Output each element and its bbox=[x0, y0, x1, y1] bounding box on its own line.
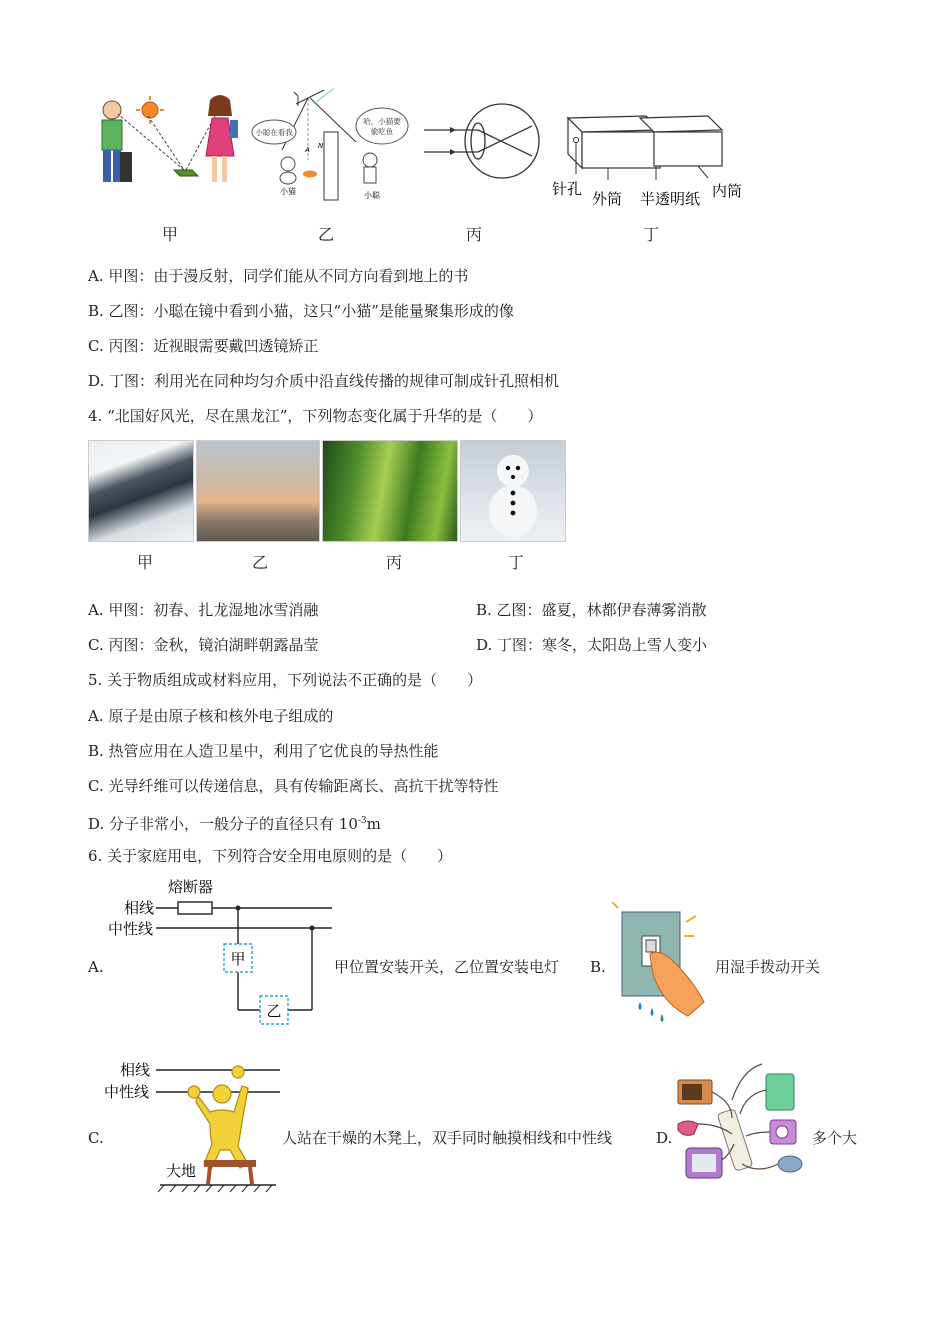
photo-jia-ice-melting bbox=[88, 440, 194, 542]
q4-stem: 4. “北国好风光，尽在黑龙江”，下列物态变化属于升华的是（ ） bbox=[88, 407, 543, 425]
yi-cat-label: 小猫 bbox=[280, 187, 296, 196]
q3-option-c: C. 丙图：近视眼需要戴凹透镜矫正 bbox=[88, 337, 319, 355]
q4-caption-jia: 甲 bbox=[137, 553, 154, 572]
person-neutral-label: 中性线 bbox=[104, 1083, 150, 1101]
q5-option-a: A. 原子是由原子核和核外电子组成的 bbox=[88, 707, 334, 725]
q6-option-d-label: D. bbox=[656, 1129, 673, 1147]
figure-ding-pinhole-camera bbox=[548, 108, 753, 216]
yi-point-a: A bbox=[305, 146, 310, 154]
caption-yi: 乙 bbox=[318, 225, 335, 244]
q5-option-d bbox=[88, 811, 381, 834]
q6-option-c-text: 人站在干燥的木凳上，双手同时触摸相线和中性线 bbox=[282, 1129, 613, 1147]
circuit-live-label: 相线 bbox=[124, 899, 155, 917]
yi-right-bubble: 哈，小猫要偷吃鱼 bbox=[363, 117, 401, 136]
caption-ding: 丁 bbox=[643, 225, 660, 244]
q6-wet-hand-switch-image bbox=[612, 902, 714, 1026]
q6-circuit-diagram bbox=[100, 876, 336, 1026]
q6-stem: 6. 关于家庭用电，下列符合安全用电原则的是（ ） bbox=[88, 847, 453, 865]
yi-left-bubble: 小聪在看我 bbox=[255, 128, 293, 137]
figure-bing-eye bbox=[420, 100, 545, 182]
photo-bing-dew bbox=[322, 440, 458, 542]
ding-inner-label: 内筒 bbox=[712, 182, 743, 200]
q5-stem: 5. 关于物质组成或材料应用，下列说法不正确的是（ ） bbox=[88, 671, 483, 689]
q6-option-b-label: B. bbox=[590, 958, 606, 976]
q5-option-d-unit: m bbox=[366, 815, 381, 833]
figure-jia-diffuse-reflection bbox=[88, 92, 248, 192]
q4-option-a: A. 甲图：初春、扎龙湿地冰雪消融 bbox=[88, 601, 319, 619]
q4-caption-bing: 丙 bbox=[386, 553, 403, 572]
ding-pinhole-label: 针孔 bbox=[552, 180, 583, 198]
caption-jia: 甲 bbox=[162, 225, 179, 244]
ding-outer-label: 外筒 bbox=[592, 190, 623, 208]
q3-option-b: B. 乙图：小聪在镜中看到小猫，这只“小猫”是能量聚集形成的像 bbox=[88, 302, 514, 320]
circuit-yi-label: 乙 bbox=[266, 1002, 282, 1020]
q5-option-b: B. 热管应用在人造卫星中，利用了它优良的导热性能 bbox=[88, 742, 439, 760]
photo-ding-snowman bbox=[460, 440, 566, 542]
circuit-fuse-label: 熔断器 bbox=[168, 878, 214, 896]
q3-option-a: A. 甲图：由于漫反射，同学们能从不同方向看到地上的书 bbox=[88, 267, 469, 285]
q3-option-d: D. 丁图：利用光在同种均匀介质中沿直线传播的规律可制成针孔照相机 bbox=[88, 372, 560, 390]
q4-option-d: D. 丁图：寒冬，太阳岛上雪人变小 bbox=[476, 636, 708, 654]
snowman-icon bbox=[461, 441, 565, 541]
q6-option-d-text: 多个大 bbox=[812, 1129, 858, 1147]
yi-boy-label: 小聪 bbox=[364, 191, 380, 200]
circuit-jia-label: 甲 bbox=[230, 950, 246, 968]
circuit-neutral-label: 中性线 bbox=[108, 920, 154, 938]
q6-overloaded-power-strip-image bbox=[672, 1060, 810, 1194]
figure-yi-plane-mirror bbox=[248, 82, 418, 204]
photo-yi-mist bbox=[196, 440, 320, 542]
ding-paper-label: 半透明纸 bbox=[640, 190, 701, 208]
q4-caption-yi: 乙 bbox=[252, 553, 269, 572]
q5-option-d-exponent: -3 bbox=[357, 816, 367, 826]
q6-person-on-stool-image bbox=[100, 1058, 286, 1194]
q5-option-c: C. 光导纤维可以传递信息，具有传输距离长、高抗干扰等特性 bbox=[88, 777, 499, 795]
person-live-label: 相线 bbox=[120, 1061, 151, 1079]
q6-option-c-label: C. bbox=[88, 1129, 104, 1147]
person-ground-label: 大地 bbox=[166, 1162, 197, 1180]
caption-bing: 丙 bbox=[466, 225, 483, 244]
yi-point-n: N bbox=[318, 142, 324, 150]
q5-option-d-text: D. 分子非常小，一般分子的直径只有 10 bbox=[88, 815, 358, 833]
q4-option-b: B. 乙图：盛夏，林都伊春薄雾消散 bbox=[476, 601, 707, 619]
q6-option-a-label: A. bbox=[88, 958, 104, 976]
q4-caption-ding: 丁 bbox=[508, 553, 525, 572]
q6-option-b-text: 用湿手拨动开关 bbox=[715, 958, 821, 976]
q4-option-c: C. 丙图：金秋，镜泊湖畔朝露晶莹 bbox=[88, 636, 319, 654]
q6-option-a-text: 甲位置安装开关，乙位置安装电灯 bbox=[334, 958, 560, 976]
